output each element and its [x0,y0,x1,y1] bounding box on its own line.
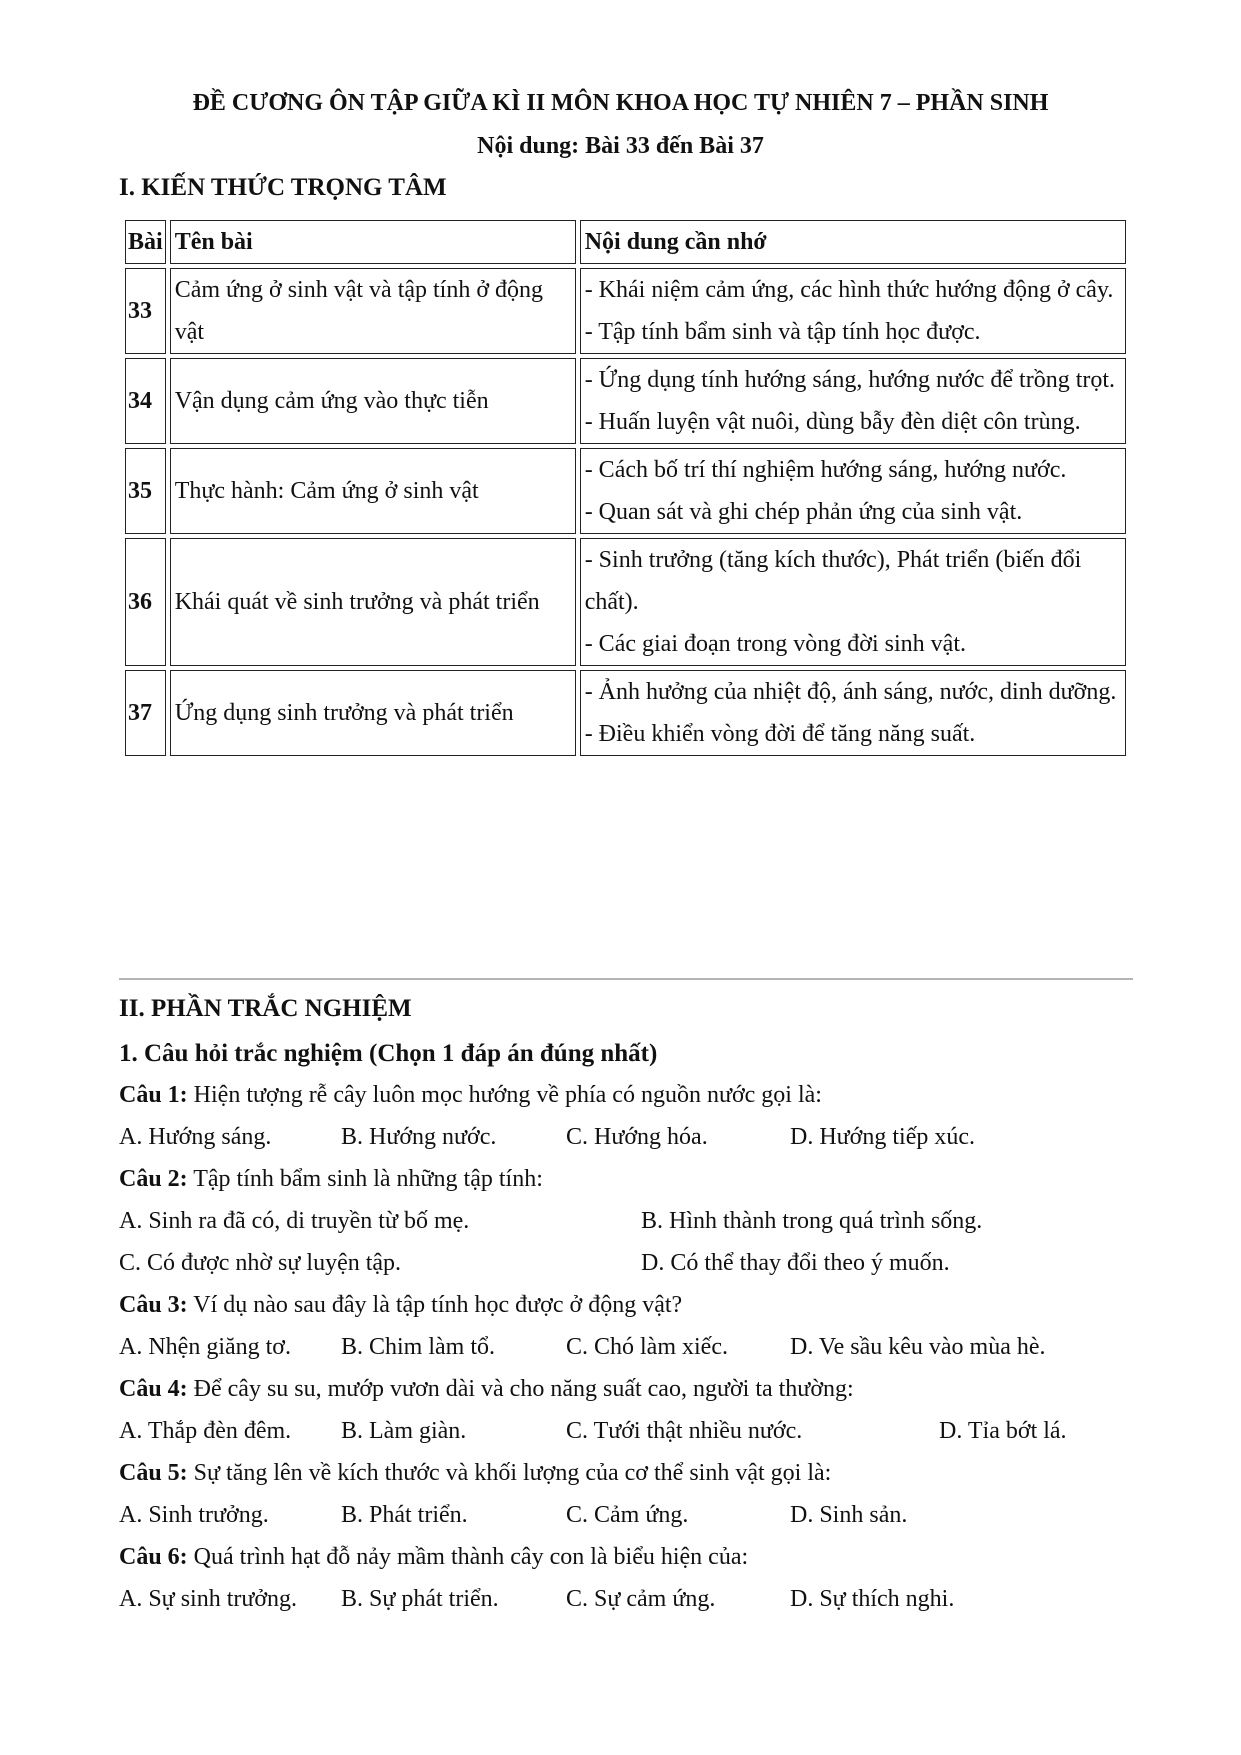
question-label: Câu 1: [119,1082,188,1108]
document-subtitle: Nội dung: Bài 33 đến Bài 37 [477,133,764,159]
lesson-content [580,538,1126,666]
option-b[interactable]: B. Hình thành trong quá trình sống. [641,1208,983,1234]
answer-options [119,1502,1129,1536]
option-d[interactable]: D. Sự thích nghi. [790,1586,955,1612]
header-cell-lesson: Bài [125,220,166,264]
question-2 [119,1166,543,1193]
content-line: - Điều khiển vòng đời để tăng năng suất. [584,721,976,747]
question-text: Sự tăng lên về kích thước và khối lượng của cơ thể sinh vật gọi là: [187,1460,832,1486]
content-line: - Tập tính bẩm sinh và tập tính học được. [584,319,981,345]
question-label: Câu 2: [119,1166,188,1192]
question-text: Để cây su su, mướp vươn dài và cho năng suất cao, người ta thường: [187,1376,854,1402]
question-text: Quá trình hạt đỗ nảy mầm thành cây con là biểu hiện của: [187,1544,749,1570]
lesson-number: 33 [125,268,166,354]
knowledge-table [121,216,1130,760]
table-row [125,268,1126,354]
content-line: - Ứng dụng tính hướng sáng, hướng nước để trồng trọt. [584,367,1116,393]
table-row [125,448,1126,534]
section-divider [119,978,1133,980]
lesson-name: Vận dụng cảm ứng vào thực tiễn [170,358,576,444]
content-line: - Cách bố trí thí nghiệm hướng sáng, hướng nước. [584,457,1067,483]
option-c[interactable]: C. Có được nhờ sự luyện tập. [119,1250,402,1276]
header-cell-content: Nội dung cần nhớ [580,220,1126,264]
option-d[interactable]: D. Có thể thay đổi theo ý muốn. [641,1250,950,1276]
table-row [125,538,1126,666]
answer-options [119,1124,1129,1158]
document-title: ĐỀ CƯƠNG ÔN TẬP GIỮA KÌ II MÔN KHOA HỌC TỰ NHIÊN 7 – PHẦN SINH [192,90,1049,116]
option-d[interactable]: D. Hướng tiếp xúc. [790,1124,976,1150]
lesson-name: Cảm ứng ở sinh vật và tập tính ở động vật [170,268,576,354]
lesson-content [580,448,1126,534]
option-c[interactable]: C. Sự cảm ứng. [566,1586,716,1612]
option-a[interactable]: A. Thắp đèn đêm. [119,1418,292,1444]
lesson-content [580,670,1126,756]
lesson-name: Thực hành: Cảm ứng ở sinh vật [170,448,576,534]
content-line: - Quan sát và ghi chép phản ứng của sinh vật. [584,499,1023,525]
option-b[interactable]: B. Hướng nước. [341,1124,497,1150]
option-d[interactable]: D. Ve sầu kêu vào mùa hè. [790,1334,1046,1360]
question-text: Tập tính bẩm sinh là những tập tính: [187,1166,543,1192]
lesson-number: 37 [125,670,166,756]
question-5 [119,1460,831,1487]
question-4 [119,1376,854,1403]
option-c[interactable]: C. Hướng hóa. [566,1124,708,1150]
header-cell-lesson-name: Tên bài [170,220,576,264]
option-a[interactable]: A. Sinh trưởng. [119,1502,269,1528]
question-6 [119,1544,748,1571]
option-c[interactable]: C. Chó làm xiếc. [566,1334,728,1360]
option-c[interactable]: C. Cảm ứng. [566,1502,689,1528]
content-line: - Các giai đoạn trong vòng đời sinh vật. [584,631,966,657]
lesson-number: 34 [125,358,166,444]
section-2-subheading: 1. Câu hỏi trắc nghiệm (Chọn 1 đáp án đúng nhất) [119,1040,658,1067]
answer-options [119,1586,1129,1620]
option-b[interactable]: B. Làm giàn. [341,1418,467,1444]
lesson-number: 36 [125,538,166,666]
content-line: - Khái niệm cảm ứng, các hình thức hướng động ở cây. [584,277,1114,303]
answer-options [119,1208,1129,1242]
question-label: Câu 3: [119,1292,188,1318]
option-d[interactable]: D. Sinh sản. [790,1502,908,1528]
table-row [125,670,1126,756]
content-line: - Huấn luyện vật nuôi, dùng bẫy đèn diệt côn trùng. [584,409,1081,435]
lesson-content [580,358,1126,444]
question-label: Câu 5: [119,1460,188,1486]
content-line: - Ảnh hưởng của nhiệt độ, ánh sáng, nước, dinh dưỡng. [584,679,1117,705]
lesson-content [580,268,1126,354]
question-1 [119,1082,822,1109]
option-a[interactable]: A. Nhện giăng tơ. [119,1334,291,1360]
question-label: Câu 4: [119,1376,188,1402]
table-header-row [125,220,1126,264]
option-a[interactable]: A. Sinh ra đã có, di truyền từ bố mẹ. [119,1208,470,1234]
lesson-name: Ứng dụng sinh trưởng và phát triển [170,670,576,756]
question-3 [119,1292,682,1319]
option-d[interactable]: D. Tỉa bớt lá. [939,1418,1067,1444]
option-c[interactable]: C. Tưới thật nhiều nước. [566,1418,803,1444]
question-text: Hiện tượng rễ cây luôn mọc hướng về phía có nguồn nước gọi là: [187,1082,822,1108]
content-line: - Sinh trưởng (tăng kích thước), Phát triển (biến đổi chất). [584,547,1082,615]
section-2-heading: II. PHẦN TRẮC NGHIỆM [119,995,412,1022]
option-a[interactable]: A. Sự sinh trưởng. [119,1586,298,1612]
answer-options [119,1418,1129,1452]
table-row [125,358,1126,444]
question-text: Ví dụ nào sau đây là tập tính học được ở động vật? [187,1292,683,1318]
option-b[interactable]: B. Chim làm tổ. [341,1334,496,1360]
option-b[interactable]: B. Phát triển. [341,1502,468,1528]
answer-options [119,1250,1129,1284]
option-b[interactable]: B. Sự phát triển. [341,1586,499,1612]
section-1-heading: I. KIẾN THỨC TRỌNG TÂM [119,174,447,201]
lesson-number: 35 [125,448,166,534]
answer-options [119,1334,1129,1368]
option-a[interactable]: A. Hướng sáng. [119,1124,272,1150]
lesson-name: Khái quát về sinh trưởng và phát triển [170,538,576,666]
question-label: Câu 6: [119,1544,188,1570]
